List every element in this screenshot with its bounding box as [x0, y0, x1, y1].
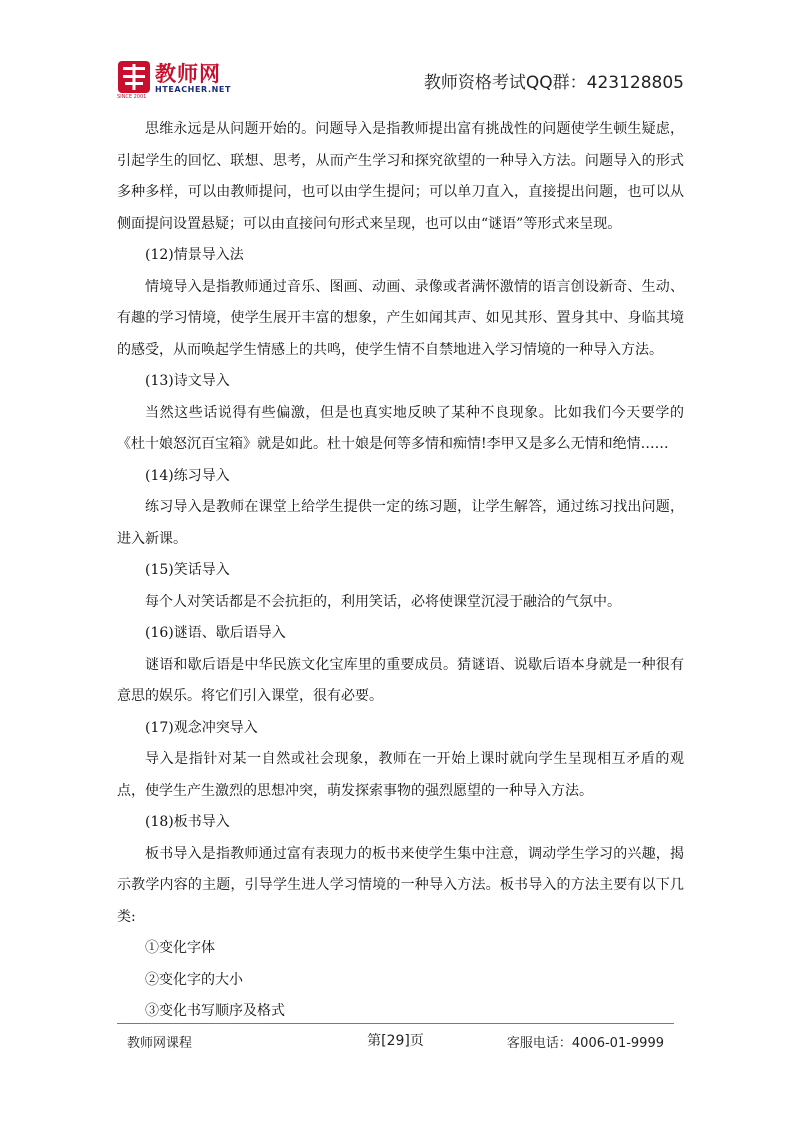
page-footer	[117, 1030, 674, 1052]
list-item: ②变化字的大小	[145, 971, 243, 988]
page-number: 第[29]页	[367, 1033, 424, 1049]
section-heading: (12)情景导入法	[145, 247, 244, 263]
section-heading: (17)观念冲突导入	[145, 719, 258, 736]
list-item: ③变化书写顺序及格式	[145, 1003, 285, 1019]
paragraph: 板书导入是指教师通过富有表现力的板书来使学生集中注意，调动学生学习的兴趣，揭示教学内容的主题，引导学生进人学习情境的一种导入方法。板书导入的方法主要有以下几类:	[117, 845, 684, 925]
logo	[117, 58, 317, 102]
paragraph: 谜语和歇后语是中华民族文化宝库里的重要成员。猜谜语、说歇后语本身就是一种很有意思的娱乐。将它们引入课堂，很有必要。	[117, 656, 684, 704]
paragraph: 每个人对笑话都是不会抗拒的，利用笑话，必将使课堂沉浸于融洽的气氛中。	[145, 593, 621, 610]
footer-course-label: 教师网课程	[127, 1036, 193, 1051]
section-heading: (16)谜语、歇后语导入	[145, 625, 286, 641]
document-body	[117, 114, 684, 1028]
section-heading: (15)笑话导入	[145, 562, 230, 578]
section-heading: (14)练习导入	[145, 467, 230, 484]
service-phone: 客服电话：4006-01-9999	[506, 1036, 664, 1051]
logo-since: SINCE 2001	[117, 94, 147, 100]
footer-divider	[117, 1023, 674, 1024]
paragraph: 练习导入是教师在课堂上给学生提供一定的练习题，让学生解答，通过练习找出问题，进入新课。	[117, 499, 684, 547]
logo-mark-icon	[117, 60, 151, 94]
list-item: ①变化字体	[145, 940, 215, 956]
section-heading: (18)板书导入	[145, 814, 230, 830]
paragraph: 情境导入是指教师通过音乐、图画、动画、录像或者满怀激情的语言创设新奇、生动、有趣的学习情境，使学生展开丰富的想象，产生如闻其声、如见其形、置身其中、身临其境的感受，从而唤起学生情感上的共鸣，使学生情不自禁地进入学习情境的一种导入方法。	[117, 278, 684, 358]
page-header	[117, 58, 684, 104]
paragraph: 当然这些话说得有些偏激，但是也真实地反映了某种不良现象。比如我们今天要学的《杜十娘怒沉百宝箱》就是如此。杜十娘是何等多情和痴情!李甲又是多么无情和绝情……	[117, 404, 684, 452]
logo-text: 教师网	[155, 62, 221, 86]
qq-group-label: 教师资格考试QQ群：423128805	[423, 73, 684, 93]
logo-domain: HTEACHER.NET	[155, 85, 232, 94]
paragraph: 思维永远是从问题开始的。问题导入是指教师提出富有挑战性的问题使学生顿生疑虑，引起学生的回忆、联想、思考，从而产生学习和探究欲望的一种导入方法。问题导入的形式多种多样，可以由教师提问，也可以由学生提问；可以单刀直入，直接提出问题，也可以从侧面提问设置悬疑；可以由直接问句形式来呈现，也可以由“谜语”等形式来呈现。	[117, 121, 684, 232]
paragraph: 导入是指针对某一自然或社会现象，教师在一开始上课时就向学生呈现相互矛盾的观点，使学生产生激烈的思想冲突，萌发探索事物的强烈愿望的一种导入方法。	[117, 751, 684, 799]
section-heading: (13)诗文导入	[145, 373, 230, 389]
